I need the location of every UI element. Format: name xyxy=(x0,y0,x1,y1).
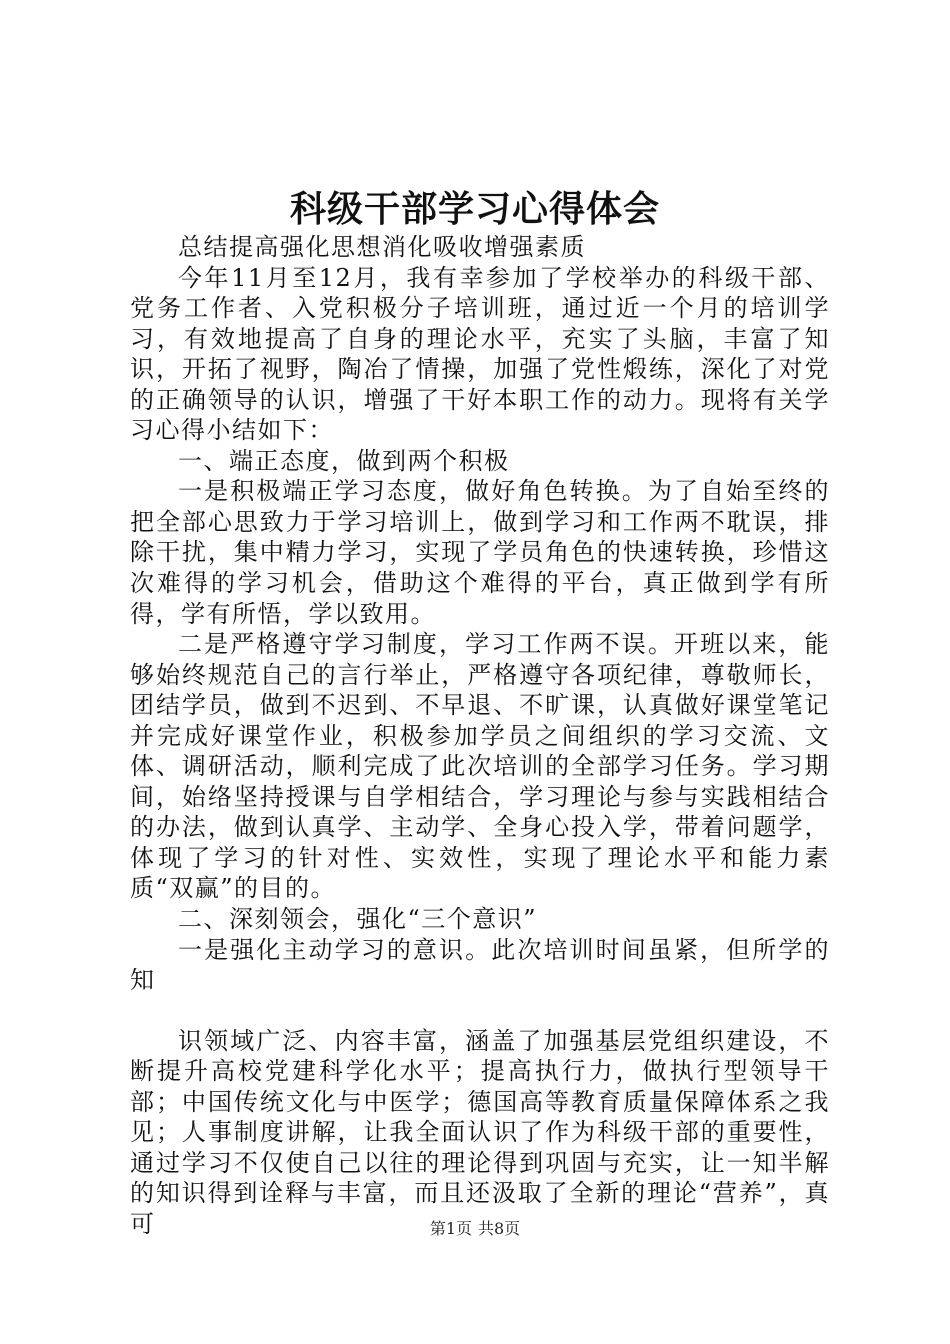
page-total: 共8页 xyxy=(478,1219,521,1238)
paragraph-point-3-continued: 识领域广泛、内容丰富，涵盖了加强基层党组织建设，不断提升高校党建科学化水平；提高执行力，做执行型领导干部；中国传统文化与中医学；德国高等教育质量保障体系之我见；人事制度讲解，让我全面认识了作为科级干部的重要性，通过学习不仅使自己以往的理论得到巩固与充实，让一知半解的知识得到诠释与丰富，而且还汲取了全新的理论“营养”，真可 xyxy=(130,1026,830,1238)
section-heading-1: 一、端正态度，做到两个积极 xyxy=(178,446,510,475)
document-body xyxy=(130,232,830,1240)
paragraph-point-1: 一是积极端正学习态度，做好角色转换。为了自始至终的把全部心思致力于学习培训上，做到学习和工作两不耽误，排除干扰，集中精力学习，实现了学员角色的快速转换，珍惜这次难得的学习机会，借助这个难得的平台，真正做到学有所得，学有所悟，学以致用。 xyxy=(130,477,830,628)
page-footer xyxy=(0,1218,950,1240)
section-heading-2: 二、深刻领会，强化“三个意识” xyxy=(178,905,538,934)
page-number: 第1页 xyxy=(429,1219,472,1238)
paragraph-point-3-start: 一是强化主动学习的意识。此次培训时间虽紧，但所学的知 xyxy=(130,935,830,995)
paragraph-subtitle: 总结提高强化思想消化吸收增强素质 xyxy=(178,233,586,261)
paragraph-point-2: 二是严格遵守学习制度，学习工作两不误。开班以来，能够始终规范自己的言行举止，严格遵守各项纪律，尊敬师长，团结学员，做到不迟到、不早退、不旷课，认真做好课堂笔记并完成好课堂作业，积极参加学员之间组织的学习交流、文体、调研活动，顺利完成了此次培训的全部学习任务。学习期间，始络坚持授课与自学相结合，学习理论与参与实践相结合的办法，做到认真学、主动学、全身心投入学，带着问题学，体现了学习的针对性、实效性，实现了理论水平和能力素质“双赢”的目的。 xyxy=(130,630,830,903)
document-title: 科级干部学习心得体会 xyxy=(289,188,660,230)
paragraph-intro: 今年11月至12月，我有幸参加了学校举办的科级干部、党务工作者、入党积极分子培训班，通过近一个月的培训学习，有效地提高了自身的理论水平，充实了头脑，丰富了知识，开拓了视野，陶冶了情操，加强了党性煅练，深化了对党的正确领导的认识，增强了干好本职工作的动力。现将有关学习心得小结如下： xyxy=(130,263,830,445)
